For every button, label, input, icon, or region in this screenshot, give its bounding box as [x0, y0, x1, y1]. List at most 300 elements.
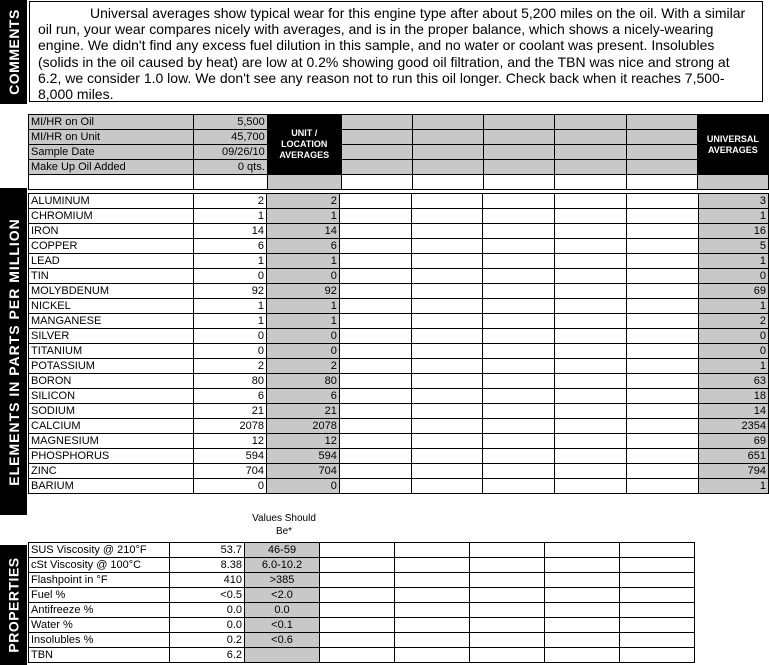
empty-cell	[470, 618, 545, 633]
empty-cell	[411, 284, 483, 299]
empty-cell	[483, 314, 555, 329]
element-value: 0	[194, 329, 267, 344]
element-universal-average: 0	[698, 329, 768, 344]
element-unit-average: 704	[266, 464, 339, 479]
property-name: Insolubles %	[29, 633, 170, 648]
empty-cell	[339, 374, 411, 389]
property-should-be: 6.0-10.2	[245, 558, 320, 573]
element-value: 21	[194, 404, 267, 419]
empty-cell	[411, 239, 483, 254]
empty-cell	[555, 479, 627, 494]
empty-cell	[29, 175, 194, 190]
property-value: 0.0	[170, 603, 245, 618]
element-value: 704	[194, 464, 267, 479]
property-value: 53.7	[170, 543, 245, 558]
empty-cell	[339, 344, 411, 359]
element-row	[29, 284, 769, 299]
empty-cell	[555, 434, 627, 449]
header-row-label: MI/HR on Oil	[29, 115, 194, 130]
empty-cell	[627, 254, 699, 269]
empty-cell	[412, 160, 483, 175]
empty-cell	[320, 558, 395, 573]
empty-cell	[341, 115, 412, 130]
element-name: NICKEL	[29, 299, 194, 314]
empty-cell	[411, 374, 483, 389]
element-unit-average: 1	[266, 254, 339, 269]
element-universal-average: 1	[698, 479, 768, 494]
empty-cell	[395, 588, 470, 603]
empty-cell	[395, 618, 470, 633]
element-universal-average: 16	[698, 224, 768, 239]
empty-cell	[483, 359, 555, 374]
elements-section-label	[0, 188, 27, 515]
element-row	[29, 434, 769, 449]
element-value: 1	[194, 314, 267, 329]
empty-cell	[555, 344, 627, 359]
empty-cell	[341, 145, 412, 160]
empty-cell	[627, 434, 699, 449]
element-name: ZINC	[29, 464, 194, 479]
comments-box	[29, 1, 763, 102]
element-row	[29, 404, 769, 419]
empty-cell	[320, 648, 395, 663]
comments-section-label	[0, 0, 27, 104]
element-row	[29, 209, 769, 224]
empty-cell	[470, 573, 545, 588]
empty-cell	[620, 633, 695, 648]
empty-cell	[470, 603, 545, 618]
element-name: TITANIUM	[29, 344, 194, 359]
empty-cell	[484, 175, 555, 190]
header-row-label: MI/HR on Unit	[29, 130, 194, 145]
element-unit-average: 1	[266, 209, 339, 224]
header-row-label: Sample Date	[29, 145, 194, 160]
element-row	[29, 344, 769, 359]
empty-cell	[697, 175, 768, 190]
element-name: POTASSIUM	[29, 359, 194, 374]
property-row	[29, 573, 695, 588]
empty-cell	[627, 404, 699, 419]
empty-cell	[470, 543, 545, 558]
property-name: Antifreeze %	[29, 603, 170, 618]
element-row	[29, 419, 769, 434]
element-universal-average: 1	[698, 299, 768, 314]
element-unit-average: 80	[266, 374, 339, 389]
empty-cell	[627, 284, 699, 299]
empty-cell	[555, 175, 626, 190]
header-row	[29, 130, 769, 145]
empty-cell	[411, 404, 483, 419]
empty-cell	[483, 449, 555, 464]
empty-cell	[484, 160, 555, 175]
comments-label: COMMENTS	[5, 9, 22, 95]
empty-cell	[483, 374, 555, 389]
empty-cell	[339, 449, 411, 464]
element-universal-average: 18	[698, 389, 768, 404]
property-value: 8.38	[170, 558, 245, 573]
empty-cell	[483, 389, 555, 404]
property-value: 0.2	[170, 633, 245, 648]
empty-cell	[320, 588, 395, 603]
element-value: 1	[194, 299, 267, 314]
empty-cell	[555, 130, 626, 145]
property-name: Water %	[29, 618, 170, 633]
empty-cell	[339, 464, 411, 479]
empty-cell	[483, 239, 555, 254]
element-name: CHROMIUM	[29, 209, 194, 224]
property-value: <0.5	[170, 588, 245, 603]
element-unit-average: 594	[266, 449, 339, 464]
element-unit-average: 2078	[266, 419, 339, 434]
empty-cell	[483, 284, 555, 299]
empty-cell	[395, 603, 470, 618]
element-universal-average: 651	[698, 449, 768, 464]
empty-cell	[620, 573, 695, 588]
empty-cell	[320, 573, 395, 588]
empty-cell	[411, 449, 483, 464]
empty-cell	[627, 194, 699, 209]
header-row	[29, 115, 769, 130]
empty-cell	[620, 543, 695, 558]
elements-label: ELEMENTS IN PARTS PER MILLION	[5, 217, 22, 486]
empty-cell	[341, 175, 412, 190]
empty-cell	[341, 160, 412, 175]
property-name: TBN	[29, 648, 170, 663]
element-value: 12	[194, 434, 267, 449]
element-universal-average: 0	[698, 269, 768, 284]
property-value: 410	[170, 573, 245, 588]
element-row	[29, 254, 769, 269]
header-row-value: 09/26/10	[194, 145, 268, 160]
property-name: cSt Viscosity @ 100°C	[29, 558, 170, 573]
header-row-value: 5,500	[194, 115, 268, 130]
empty-cell	[339, 224, 411, 239]
empty-cell	[626, 130, 697, 145]
empty-cell	[483, 224, 555, 239]
element-row	[29, 389, 769, 404]
element-name: SODIUM	[29, 404, 194, 419]
empty-cell	[627, 374, 699, 389]
empty-cell	[320, 543, 395, 558]
element-unit-average: 0	[266, 269, 339, 284]
empty-cell	[412, 145, 483, 160]
element-row	[29, 314, 769, 329]
element-row	[29, 464, 769, 479]
empty-cell	[339, 269, 411, 284]
element-unit-average: 1	[266, 314, 339, 329]
empty-cell	[555, 209, 627, 224]
element-value: 2	[194, 359, 267, 374]
empty-cell	[555, 160, 626, 175]
empty-cell	[627, 464, 699, 479]
empty-cell	[339, 284, 411, 299]
empty-cell	[626, 145, 697, 160]
empty-cell	[411, 359, 483, 374]
empty-cell	[620, 558, 695, 573]
element-universal-average: 3	[698, 194, 768, 209]
element-universal-average: 69	[698, 284, 768, 299]
empty-cell	[483, 419, 555, 434]
element-universal-average: 1	[698, 209, 768, 224]
empty-cell	[411, 299, 483, 314]
empty-cell	[411, 464, 483, 479]
element-unit-average: 6	[266, 239, 339, 254]
empty-cell	[411, 479, 483, 494]
empty-cell	[412, 130, 483, 145]
empty-cell	[412, 115, 483, 130]
property-should-be: <2.0	[245, 588, 320, 603]
empty-cell	[339, 479, 411, 494]
empty-cell	[627, 209, 699, 224]
properties-label: PROPERTIES	[5, 557, 22, 653]
empty-cell	[395, 633, 470, 648]
empty-cell	[395, 558, 470, 573]
property-name: SUS Viscosity @ 210°F	[29, 543, 170, 558]
element-unit-average: 6	[266, 389, 339, 404]
empty-cell	[411, 419, 483, 434]
universal-header-line: UNIVERSAL	[706, 133, 759, 144]
element-unit-average: 0	[266, 479, 339, 494]
element-value: 0	[194, 269, 267, 284]
empty-cell	[555, 284, 627, 299]
element-universal-average: 14	[698, 404, 768, 419]
element-value: 14	[194, 224, 267, 239]
element-row	[29, 374, 769, 389]
element-name: TIN	[29, 269, 194, 284]
empty-cell	[555, 329, 627, 344]
element-universal-average: 5	[698, 239, 768, 254]
empty-cell	[339, 254, 411, 269]
empty-cell	[395, 648, 470, 663]
element-name: SILVER	[29, 329, 194, 344]
empty-cell	[545, 543, 620, 558]
empty-cell	[483, 344, 555, 359]
values-should-be-label: Values Should Be*	[252, 513, 316, 537]
empty-cell	[620, 618, 695, 633]
property-should-be: >385	[245, 573, 320, 588]
empty-cell	[411, 389, 483, 404]
empty-cell	[483, 209, 555, 224]
element-unit-average: 1	[266, 299, 339, 314]
property-should-be: <0.1	[245, 618, 320, 633]
element-name: MOLYBDENUM	[29, 284, 194, 299]
empty-cell	[627, 329, 699, 344]
element-row	[29, 299, 769, 314]
empty-cell	[320, 618, 395, 633]
empty-cell	[555, 389, 627, 404]
properties-table	[28, 542, 695, 663]
empty-cell	[411, 344, 483, 359]
empty-cell	[627, 359, 699, 374]
empty-cell	[470, 588, 545, 603]
element-name: BORON	[29, 374, 194, 389]
header-row	[29, 145, 769, 160]
empty-cell	[620, 588, 695, 603]
element-name: MAGNESIUM	[29, 434, 194, 449]
empty-cell	[339, 434, 411, 449]
empty-cell	[411, 434, 483, 449]
empty-cell	[411, 329, 483, 344]
element-value: 80	[194, 374, 267, 389]
element-universal-average: 69	[698, 434, 768, 449]
element-unit-average: 14	[266, 224, 339, 239]
element-name: ALUMINUM	[29, 194, 194, 209]
element-value: 6	[194, 239, 267, 254]
empty-cell	[412, 175, 483, 190]
empty-cell	[484, 130, 555, 145]
element-universal-average: 0	[698, 344, 768, 359]
empty-cell	[545, 588, 620, 603]
empty-cell	[339, 299, 411, 314]
property-row	[29, 588, 695, 603]
empty-cell	[339, 209, 411, 224]
empty-cell	[620, 648, 695, 663]
unit-avg-header-line: AVERAGES	[279, 150, 330, 160]
empty-cell	[555, 239, 627, 254]
empty-cell	[627, 389, 699, 404]
element-name: COPPER	[29, 239, 194, 254]
element-value: 2	[194, 194, 267, 209]
empty-cell	[627, 299, 699, 314]
header-row-label: Make Up Oil Added	[29, 160, 194, 175]
empty-cell	[555, 194, 627, 209]
element-universal-average: 794	[698, 464, 768, 479]
empty-cell	[483, 269, 555, 284]
unit-location-averages-header	[267, 115, 341, 175]
element-name: MANGANESE	[29, 314, 194, 329]
empty-cell	[545, 603, 620, 618]
empty-cell	[411, 224, 483, 239]
empty-cell	[339, 389, 411, 404]
empty-cell	[194, 175, 268, 190]
empty-cell	[555, 359, 627, 374]
empty-cell	[627, 224, 699, 239]
empty-cell	[545, 633, 620, 648]
element-row	[29, 479, 769, 494]
element-name: CALCIUM	[29, 419, 194, 434]
empty-cell	[627, 239, 699, 254]
element-universal-average: 1	[698, 254, 768, 269]
empty-cell	[555, 145, 626, 160]
element-unit-average: 2	[266, 194, 339, 209]
property-should-be: 0.0	[245, 603, 320, 618]
element-value: 6	[194, 389, 267, 404]
element-value: 92	[194, 284, 267, 299]
element-universal-average: 63	[698, 374, 768, 389]
element-value: 1	[194, 254, 267, 269]
element-universal-average: 1	[698, 359, 768, 374]
property-row	[29, 633, 695, 648]
property-row	[29, 648, 695, 663]
element-row	[29, 329, 769, 344]
empty-cell	[483, 329, 555, 344]
element-row	[29, 269, 769, 284]
element-value: 0	[194, 344, 267, 359]
empty-cell	[626, 115, 697, 130]
empty-cell	[555, 404, 627, 419]
empty-cell	[320, 633, 395, 648]
empty-cell	[341, 130, 412, 145]
empty-cell	[545, 558, 620, 573]
unit-avg-header-line: LOCATION	[281, 139, 328, 149]
element-unit-average: 21	[266, 404, 339, 419]
empty-cell	[620, 603, 695, 618]
property-row	[29, 618, 695, 633]
empty-cell	[483, 194, 555, 209]
empty-cell	[545, 573, 620, 588]
element-name: PHOSPHORUS	[29, 449, 194, 464]
element-value: 0	[194, 479, 267, 494]
empty-cell	[483, 479, 555, 494]
empty-cell	[545, 648, 620, 663]
empty-cell	[555, 269, 627, 284]
element-name: LEAD	[29, 254, 194, 269]
element-row	[29, 359, 769, 374]
empty-cell	[411, 314, 483, 329]
empty-cell	[339, 404, 411, 419]
element-unit-average: 0	[266, 344, 339, 359]
empty-cell	[395, 573, 470, 588]
element-row	[29, 224, 769, 239]
header-row-value: 45,700	[194, 130, 268, 145]
element-name: IRON	[29, 224, 194, 239]
element-row	[29, 194, 769, 209]
empty-cell	[627, 269, 699, 284]
element-name: SILICON	[29, 389, 194, 404]
empty-cell	[555, 419, 627, 434]
empty-cell	[483, 464, 555, 479]
empty-cell	[555, 254, 627, 269]
empty-cell	[339, 359, 411, 374]
element-unit-average: 12	[266, 434, 339, 449]
empty-cell	[626, 160, 697, 175]
property-value: 6.2	[170, 648, 245, 663]
header-row-value: 0 qts.	[194, 160, 268, 175]
property-row	[29, 543, 695, 558]
empty-cell	[555, 449, 627, 464]
empty-cell	[484, 145, 555, 160]
elements-table	[28, 193, 769, 494]
header-table	[28, 114, 769, 190]
empty-cell	[555, 115, 626, 130]
empty-cell	[339, 314, 411, 329]
empty-cell	[627, 314, 699, 329]
empty-cell	[627, 479, 699, 494]
empty-cell	[483, 254, 555, 269]
empty-cell	[411, 269, 483, 284]
empty-cell	[555, 224, 627, 239]
empty-cell	[470, 633, 545, 648]
empty-cell	[555, 464, 627, 479]
spacer-row	[29, 175, 769, 190]
comments-text: Universal averages show typical wear for this engine type after about 5,200 miles on the oil. With a similar oil run, your wear compares nicely with averages, and is in the proper balance, which shows a nicely-wearing engine. We didn't find any excess fuel dilution in this sample, and no water or coolant was present. Insolubles (solids in the oil caused by heat) are low at 0.2% showing good oil filtration, and the TBN was nice and strong at 6.2, we consider 1.0 low. We don't see any reason not to run this oil longer. Check back when it reaches 7,500-8,000 miles.	[38, 5, 746, 103]
empty-cell	[470, 648, 545, 663]
empty-cell	[320, 603, 395, 618]
header-row	[29, 160, 769, 175]
empty-cell	[339, 419, 411, 434]
empty-cell	[267, 175, 341, 190]
unit-avg-header-line: UNIT /	[291, 128, 318, 138]
property-name: Fuel %	[29, 588, 170, 603]
empty-cell	[555, 314, 627, 329]
empty-cell	[339, 194, 411, 209]
element-unit-average: 92	[266, 284, 339, 299]
element-name: BARIUM	[29, 479, 194, 494]
properties-section-label	[0, 545, 27, 665]
element-universal-average: 2	[698, 314, 768, 329]
empty-cell	[395, 543, 470, 558]
property-row	[29, 603, 695, 618]
